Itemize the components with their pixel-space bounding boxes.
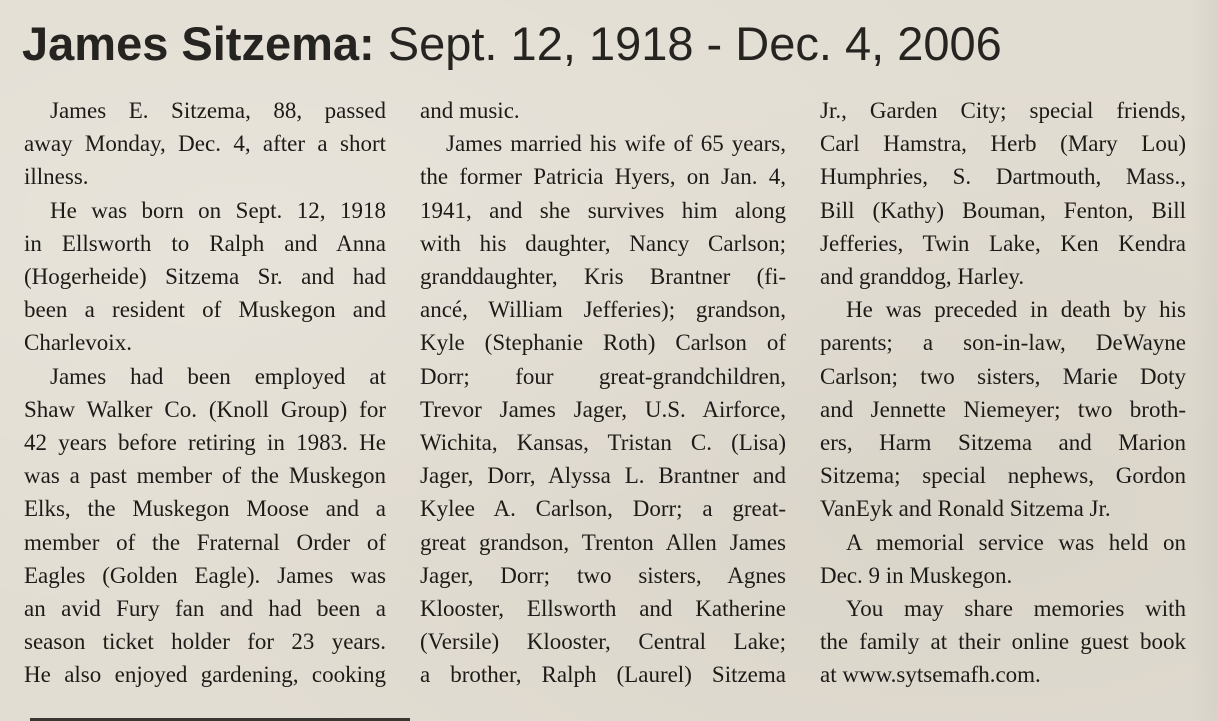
text-line: Sitzema; special nephews, Gordon <box>820 463 1186 489</box>
text-line: Carlson; two sisters, Marie Doty <box>820 363 1186 389</box>
headline-dates: Sept. 12, 1918 - Dec. 4, 2006 <box>387 17 1002 70</box>
text-line: great grandson, Trenton Allen James <box>420 529 786 555</box>
text-line: with his daughter, Nancy Carlson; <box>420 230 786 256</box>
text-line: an avid Fury fan and had been a <box>24 596 386 622</box>
text-line: Jefferies, Twin Lake, Ken Kendra <box>820 230 1186 256</box>
text-line: (Hogerheide) Sitzema Sr. and had <box>24 264 386 290</box>
text-line: at www.sytsemafh.com. <box>820 662 1041 688</box>
text-line: James E. Sitzema, 88, passed <box>50 98 386 123</box>
text-line: a brother, Ralph (Laurel) Sitzema <box>420 662 786 688</box>
text-line: season ticket holder for 23 years. <box>24 629 386 655</box>
text-line: Humphries, S. Dartmouth, Mass., <box>820 164 1186 190</box>
obituary-column-2 <box>420 94 786 692</box>
text-line: Carl Hamstra, Herb (Mary Lou) <box>820 131 1186 157</box>
text-line: was a past member of the Muskegon <box>24 463 386 489</box>
text-line: James had been employed at <box>50 363 386 389</box>
text-line: and music. <box>420 98 520 123</box>
text-line: Elks, the Muskegon Moose and a <box>24 496 386 522</box>
text-line: Eagles (Golden Eagle). James was <box>24 562 386 588</box>
text-line: Dorr; four great-grandchildren, <box>420 363 786 389</box>
text-line: Jr., Garden City; special friends, <box>820 98 1186 123</box>
text-line: Wichita, Kansas, Tristan C. (Lisa) <box>420 430 786 456</box>
text-line: Shaw Walker Co. (Knoll Group) for <box>24 396 386 422</box>
text-line: ers, Harm Sitzema and Marion <box>820 430 1186 456</box>
text-line: You may share memories with <box>846 596 1186 622</box>
text-line: Jager, Dorr; two sisters, Agnes <box>420 562 786 588</box>
text-line: Kyle (Stephanie Roth) Carlson of <box>420 330 786 356</box>
text-line: Jager, Dorr, Alyssa L. Brantner and <box>420 463 786 489</box>
text-line: and Jennette Niemeyer; two broth- <box>820 396 1186 422</box>
text-line: Trevor James Jager, U.S. Airforce, <box>420 396 786 422</box>
text-line: Klooster, Ellsworth and Katherine <box>420 596 786 622</box>
text-line: granddaughter, Kris Brantner (fi- <box>420 264 786 290</box>
text-line: parents; a son-in-law, DeWayne <box>820 330 1186 356</box>
text-line: 42 years before retiring in 1983. He <box>24 430 386 456</box>
text-line: He was preceded in death by his <box>846 297 1186 323</box>
text-line: Kylee A. Carlson, Dorr; a great- <box>420 496 786 522</box>
headline-name: James Sitzema: <box>22 17 375 70</box>
obituary-headline <box>22 14 1192 74</box>
text-line: He was born on Sept. 12, 1918 <box>50 197 386 223</box>
text-line: 1941, and she survives him along <box>420 197 786 223</box>
text-line: ancé, William Jefferies); grandson, <box>420 297 786 323</box>
text-line: in Ellsworth to Ralph and Anna <box>24 230 386 256</box>
text-line: away Monday, Dec. 4, after a short <box>24 131 386 157</box>
obituary-column-1 <box>24 94 386 692</box>
text-line: VanEyk and Ronald Sitzema Jr. <box>820 496 1111 522</box>
clipping-edge <box>1191 0 1217 721</box>
text-line: (Versile) Klooster, Central Lake; <box>420 629 786 655</box>
obituary-column-3 <box>820 94 1186 692</box>
text-line: member of the Fraternal Order of <box>24 529 386 555</box>
text-line: Bill (Kathy) Bouman, Fenton, Bill <box>820 197 1186 223</box>
text-line: Dec. 9 in Muskegon. <box>820 562 1013 588</box>
text-line: Charlevoix. <box>24 330 132 356</box>
text-line: He also enjoyed gardening, cooking <box>24 662 386 688</box>
text-line: been a resident of Muskegon and <box>24 297 386 323</box>
text-line: James married his wife of 65 years, <box>446 131 786 157</box>
text-line: illness. <box>24 164 89 190</box>
text-line: A memorial service was held on <box>846 529 1186 555</box>
text-line: and granddog, Harley. <box>820 264 1025 290</box>
text-line: the former Patricia Hyers, on Jan. 4, <box>420 164 786 190</box>
text-line: the family at their online guest book <box>820 629 1186 655</box>
